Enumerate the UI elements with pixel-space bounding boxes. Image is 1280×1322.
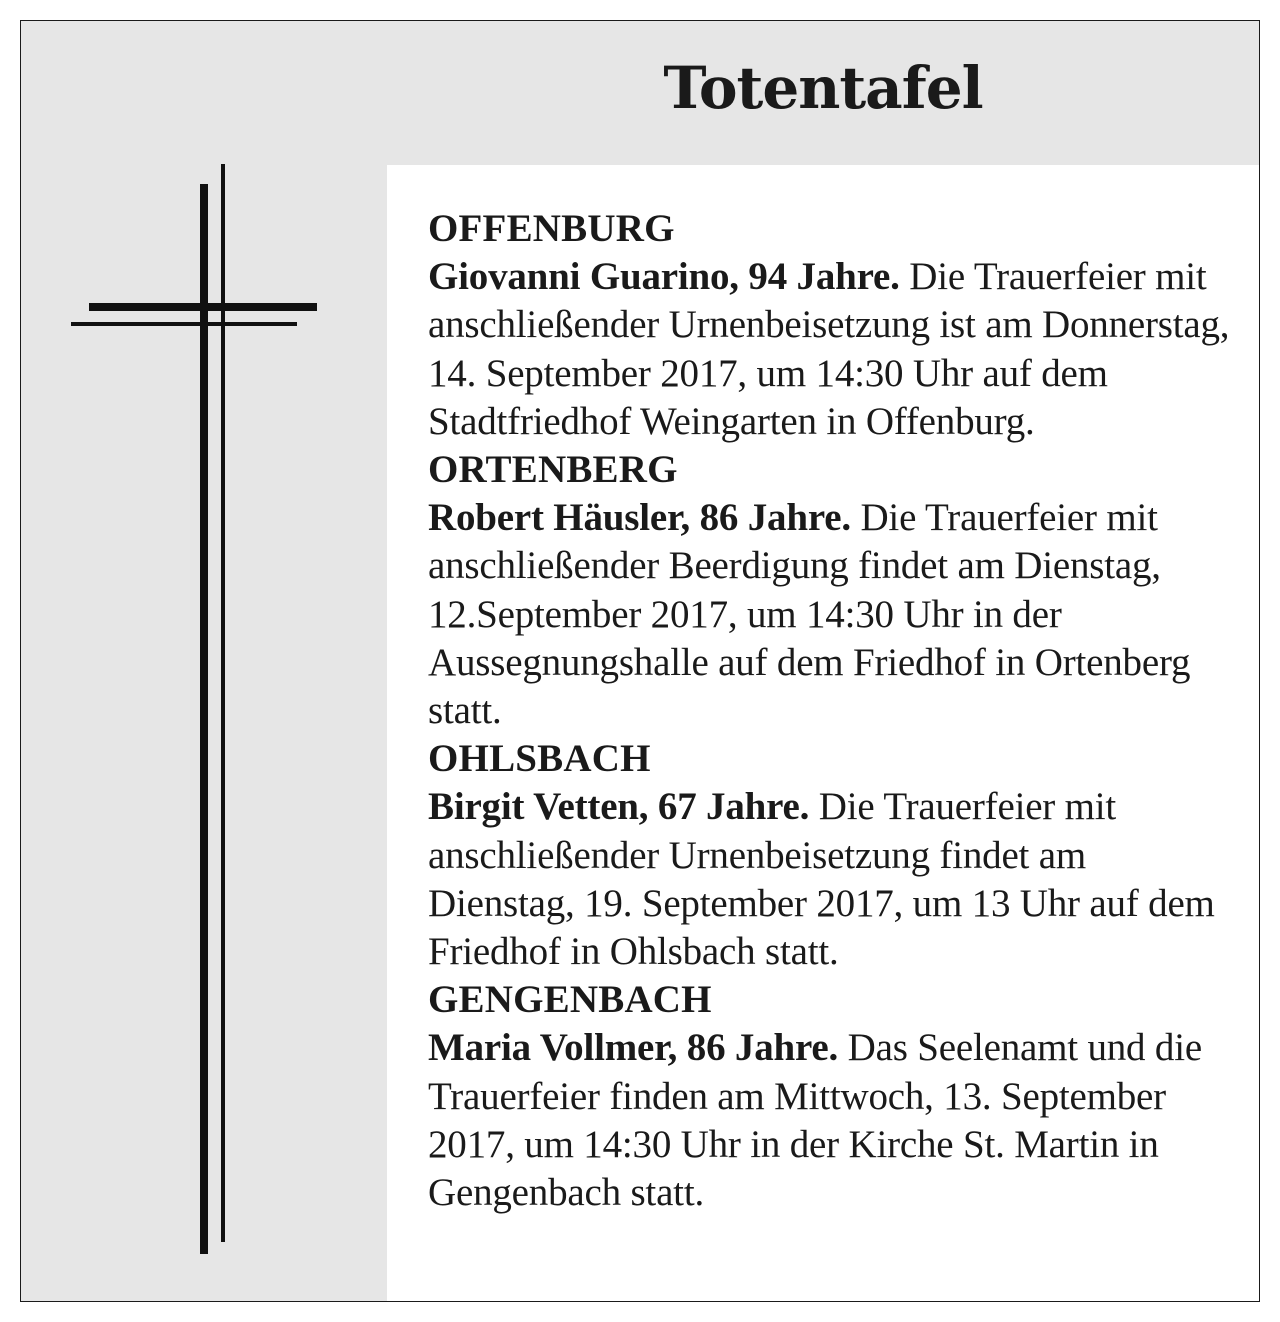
deceased-name: Robert Häusler, 86 Jahre. (428, 496, 851, 540)
obituary-list (387, 165, 1259, 1301)
deceased-name: Giovanni Guarino, 94 Jahre. (428, 255, 900, 299)
ceremony-details: Die Trauerfeier mit anschließender Urnenbeisetzung ist am Donnerstag, 14. September 2017, um 14:30 Uhr auf dem Stadtfriedhof Weingarten in Offenburg. (428, 255, 1230, 443)
deceased-name: Maria Vollmer, 86 Jahre. (428, 1026, 839, 1070)
obituary-text (428, 253, 1239, 446)
obituary-entry (428, 976, 1239, 1217)
page-title: Totentafel (663, 54, 983, 122)
obituary-text (428, 1024, 1239, 1217)
obituary-entry (428, 735, 1239, 976)
deceased-name: Birgit Vetten, 67 Jahre. (428, 785, 810, 829)
obituary-panel (20, 20, 1260, 1302)
ceremony-details: Die Trauerfeier mit anschließender Urnenbeisetzung findet am Dienstag, 19. September 2017, um 13 Uhr auf dem Friedhof in Ohlsbach statt. (428, 785, 1215, 974)
obituary-entry (428, 205, 1239, 446)
ceremony-details: Die Trauerfeier mit anschließender Beerdigung findet am Dienstag, 12.September 2017, um 14:30 Uhr in der Aussegnungshalle auf dem Friedhof in Ortenberg statt. (428, 496, 1191, 733)
obituary-entry (428, 446, 1239, 735)
place-heading: ORTENBERG (428, 448, 678, 492)
obituary-text (428, 783, 1239, 976)
place-heading: OFFENBURG (428, 207, 675, 250)
ceremony-details: Das Seelenamt und die Trauerfeier finden am Mittwoch, 13. September 2017, um 14:30 Uhr in der Kirche St. Martin in Gengenbach statt. (428, 1026, 1202, 1215)
obituary-text (428, 494, 1239, 735)
place-heading: GENGENBACH (428, 978, 712, 1022)
cross-horizontal-bar-bottom (71, 322, 297, 326)
cross-icon (21, 21, 387, 1302)
place-heading: OHLSBACH (428, 737, 651, 781)
cross-horizontal-bar-top (89, 303, 317, 311)
cross-vertical-bar-front (200, 184, 208, 1254)
